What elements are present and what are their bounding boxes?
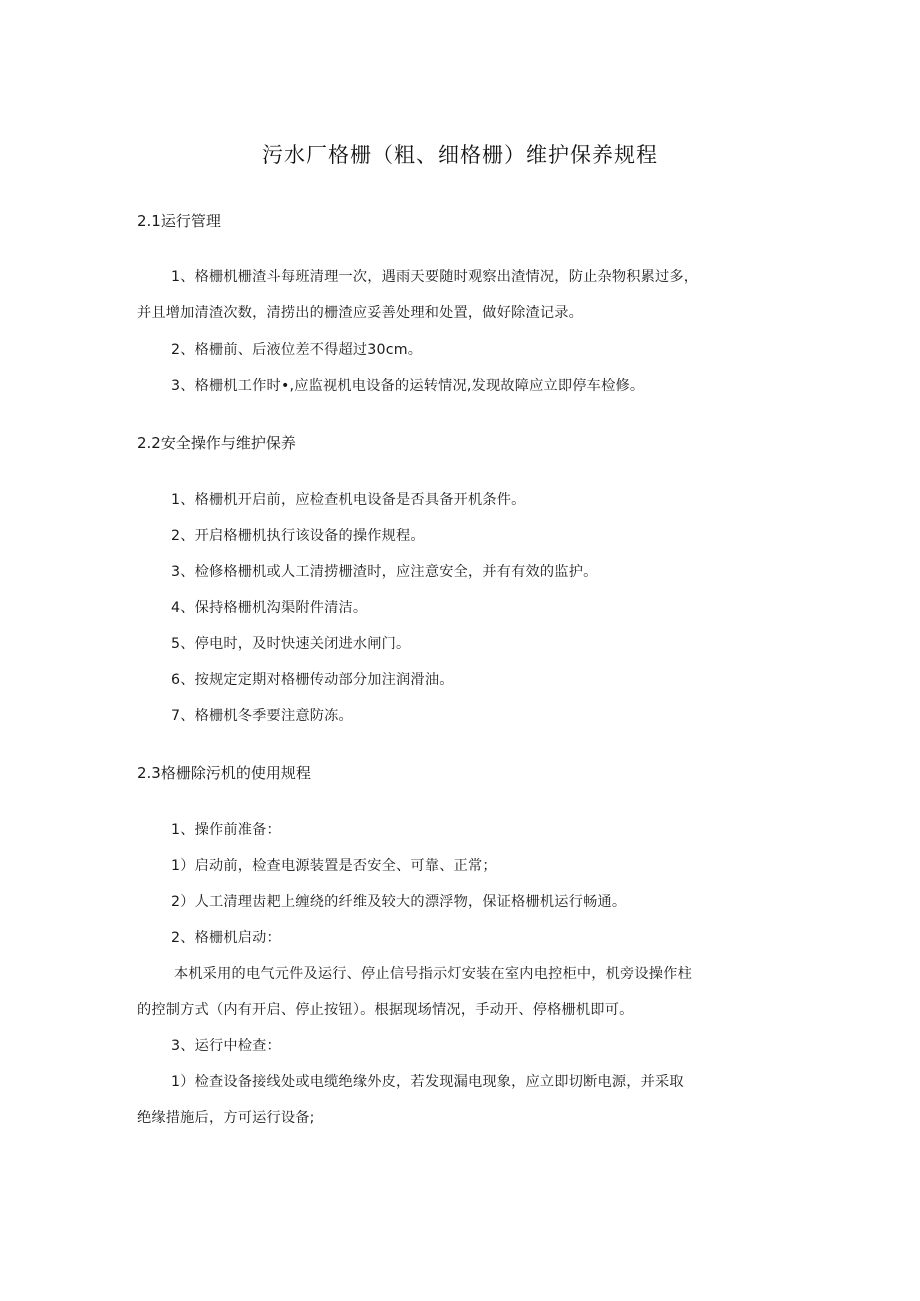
list-item: 2、开启格栅机执行该设备的操作规程。 [171,528,425,544]
list-item: 4、保持格栅机沟渠附件清洁。 [171,600,368,616]
paragraph-line: 2、格栅前、后液位差不得超过30cm。 [171,342,423,358]
paragraph-line: 本机采用的电气元件及运行、停止信号指示灯安装在室内电控柜中，机旁设操作柱 [174,966,692,982]
list-item: 5、停电时，及时快速关闭进水闸门。 [171,636,411,652]
paragraph-line: 2）人工清理齿耙上缠绕的纤维及较大的漂浮物，保证格栅机运行畅通。 [171,894,627,910]
paragraph-line: 1、格栅机栅渣斗每班清理一次，遇雨天要随时观察出渣情况，防止杂物积累过多， [171,269,699,285]
list-item: 1、格栅机开启前，应检查机电设备是否具备开机条件。 [171,492,526,508]
section-heading-2-2: 2.2安全操作与维护保养 [137,434,296,452]
list-item: 7、格栅机冬季要注意防冻。 [171,708,353,724]
paragraph-line: 1）检查设备接线处或电缆绝缘外皮，若发现漏电现象，应立即切断电源，并采取 [171,1074,684,1090]
paragraph-line: 并且增加清渣次数，清捞出的栅渣应妥善处理和处置，做好除渣记录。 [137,305,584,321]
list-item: 3、检修格栅机或人工清捞栅渣时，应注意安全，并有有效的监护。 [171,564,598,580]
paragraph-line: 的控制方式（内有开启、停止按钮）。根据现场情况，手动开、停格栅机即可。 [137,1002,634,1018]
section-heading-2-1: 2.1运行管理 [137,212,221,230]
paragraph-line: 1、操作前准备： [171,822,281,838]
paragraph-line: 3、运行中检查： [171,1038,281,1054]
paragraph-line: 绝缘措施后，方可运行设备; [137,1110,315,1126]
section-heading-2-3: 2.3格栅除污机的使用规程 [137,764,311,782]
document-title: 污水厂格栅（粗、细格栅）维护保养规程 [262,143,658,167]
list-item: 6、按规定定期对格栅传动部分加注润滑油。 [171,672,454,688]
paragraph-line: 3、格栅机工作时•,应监视机电设备的运转情况,发现故障应立即停车检修。 [171,378,645,394]
paragraph-line: 2、格栅机启动： [171,930,281,946]
paragraph-line: 1）启动前，检查电源装置是否安全、可靠、正常； [171,858,497,874]
